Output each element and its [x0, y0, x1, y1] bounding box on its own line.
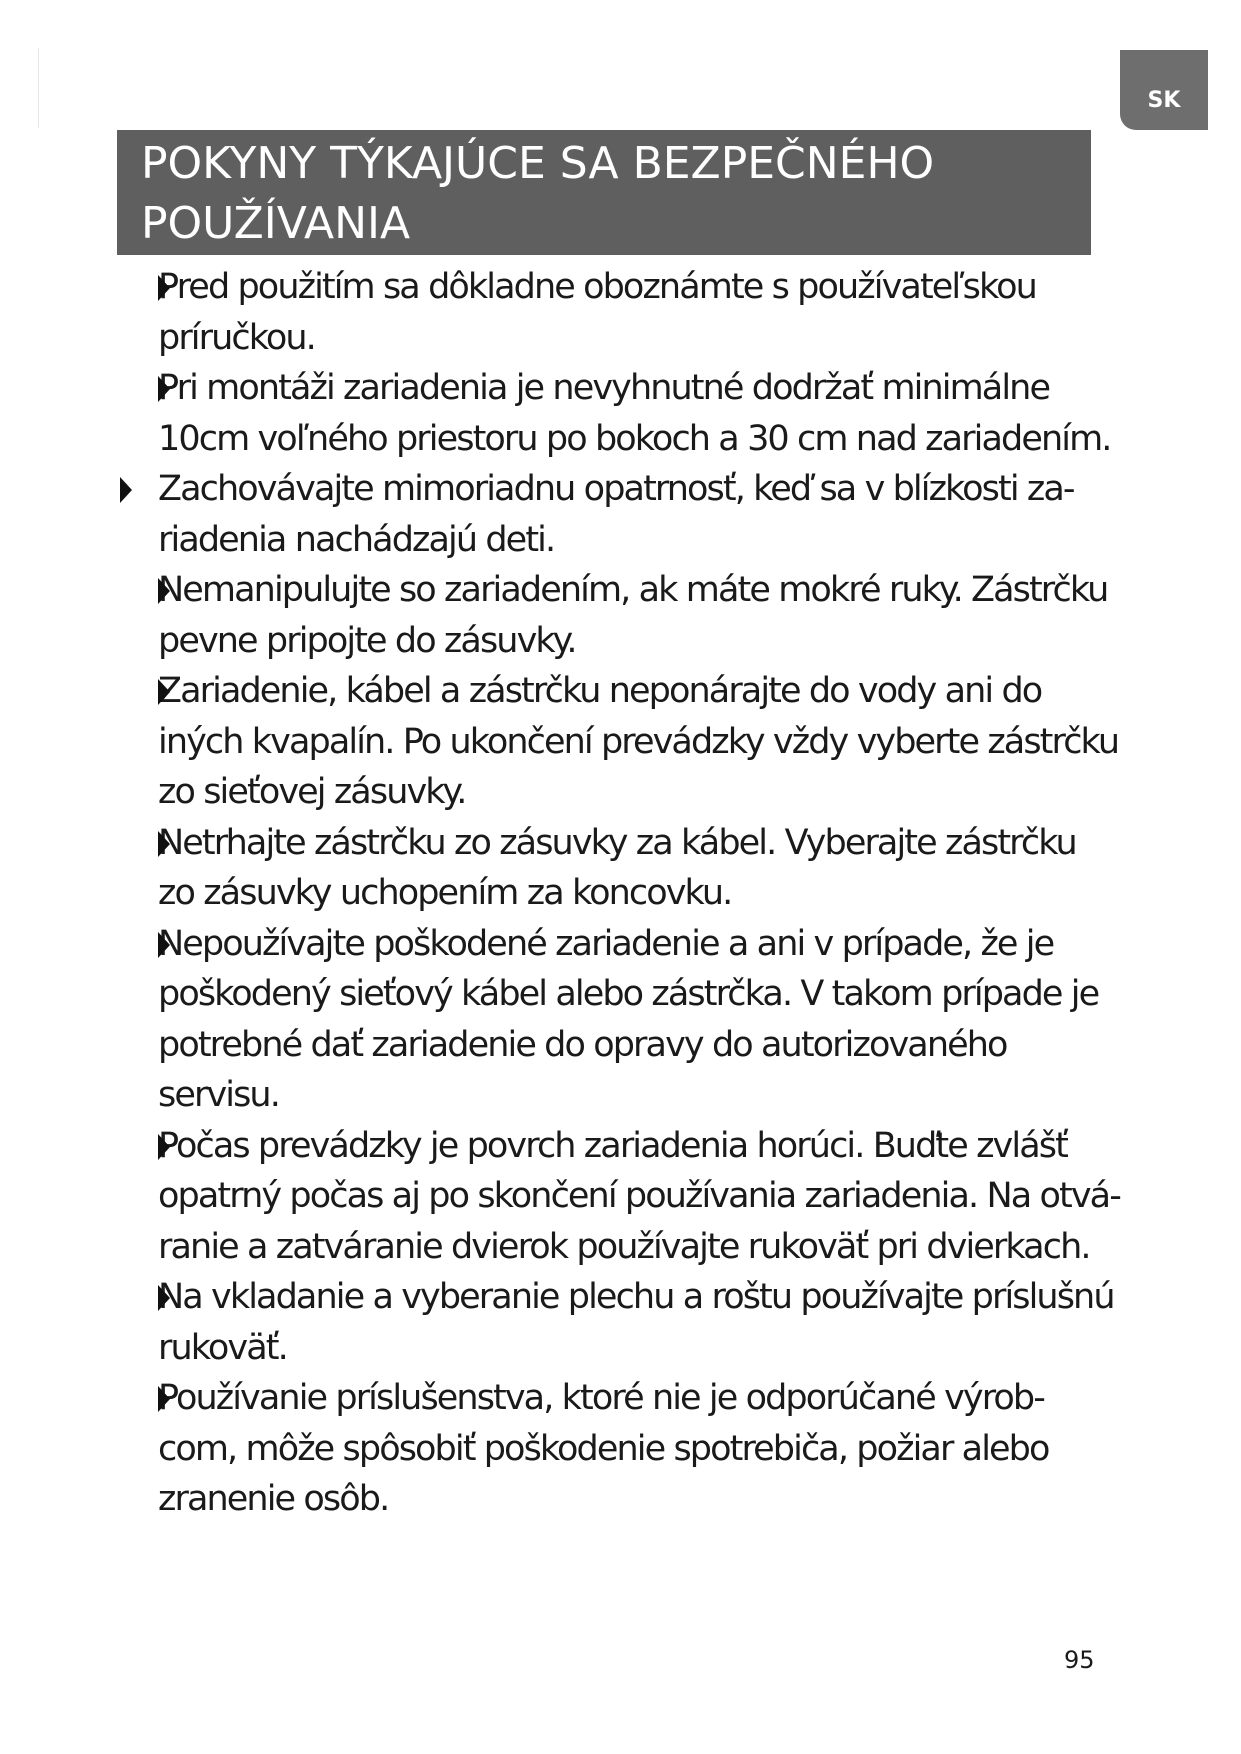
triangle-bullet-icon [158, 831, 170, 857]
list-item [158, 1373, 1120, 1525]
list-item-text: Počas prevádzky je povrch zariadenia horúci. Buďte zvlášť opatrný počas aj po skončení používania zariadenia. Na otvá-ranie a zatváranie dvierok používajte rukoväť pri dvierkach. [158, 1125, 1120, 1267]
list-item [158, 1121, 1120, 1273]
list-item-text: Zachovávajte mimoriadnu opatrnosť, keď sa v blízkosti za-riadenia nachádzajú deti. [158, 469, 1074, 560]
list-item [158, 565, 1120, 666]
list-item-text: Pred použitím sa dôkladne oboznámte s používateľskou príručkou. [158, 267, 1036, 358]
list-item [158, 262, 1120, 363]
list-item-text: Na vkladanie a vyberanie plechu a roštu používajte príslušnú rukoväť. [158, 1277, 1114, 1368]
safety-instructions-list [158, 262, 1120, 1525]
list-item-text: Používanie príslušenstva, ktoré nie je odporúčané výrob-com, môže spôsobiť poškodenie spotrebiča, požiar alebo zranenie osôb. [158, 1378, 1049, 1519]
triangle-bullet-icon [158, 932, 170, 958]
list-item [158, 818, 1120, 919]
triangle-bullet-icon [158, 578, 170, 604]
triangle-bullet-icon [120, 477, 132, 503]
triangle-bullet-icon [158, 679, 170, 705]
language-tab [1120, 50, 1208, 130]
margin-rule [38, 48, 39, 128]
list-item [158, 666, 1120, 818]
section-heading [117, 130, 1091, 255]
list-item-text: Pri montáži zariadenia je nevyhnutné dodržať minimálne 10cm voľného priestoru po bokoch a 30 cm nad zariadením. [158, 368, 1111, 459]
page-number: 95 [1064, 1646, 1095, 1674]
list-item-text: Netrhajte zástrčku zo zásuvky za kábel. Vyberajte zástrčku zo zásuvky uchopením za koncovku. [158, 822, 1076, 913]
section-heading-line-2: POUŽÍVANIA [141, 198, 411, 249]
list-item-text: Nepoužívajte poškodené zariadenie a ani v prípade, že je poškodený sieťový kábel alebo zástrčka. V takom prípade je potrebné dať zariadenie do opravy do autorizovaného servisu. [158, 923, 1099, 1115]
language-tab-label: SK [1147, 87, 1181, 113]
list-item-text: Nemanipulujte so zariadením, ak máte mokré ruky. Zástrčku pevne pripojte do zásuvky. [158, 570, 1108, 661]
triangle-bullet-icon [158, 275, 170, 301]
list-item [158, 363, 1120, 464]
list-item [158, 464, 1120, 565]
list-item [158, 919, 1120, 1121]
list-item [158, 1272, 1120, 1373]
section-heading-line-1: POKYNY TÝKAJÚCE SA BEZPEČNÉHO [141, 138, 935, 189]
list-item-text: Zariadenie, kábel a zástrčku neponárajte do vody ani do iných kvapalín. Po ukončení prevádzky vždy vyberte zástrčku zo sieťovej zásuvky. [158, 671, 1119, 812]
triangle-bullet-icon [158, 376, 170, 402]
triangle-bullet-icon [158, 1386, 170, 1412]
triangle-bullet-icon [158, 1285, 170, 1311]
triangle-bullet-icon [158, 1134, 170, 1160]
